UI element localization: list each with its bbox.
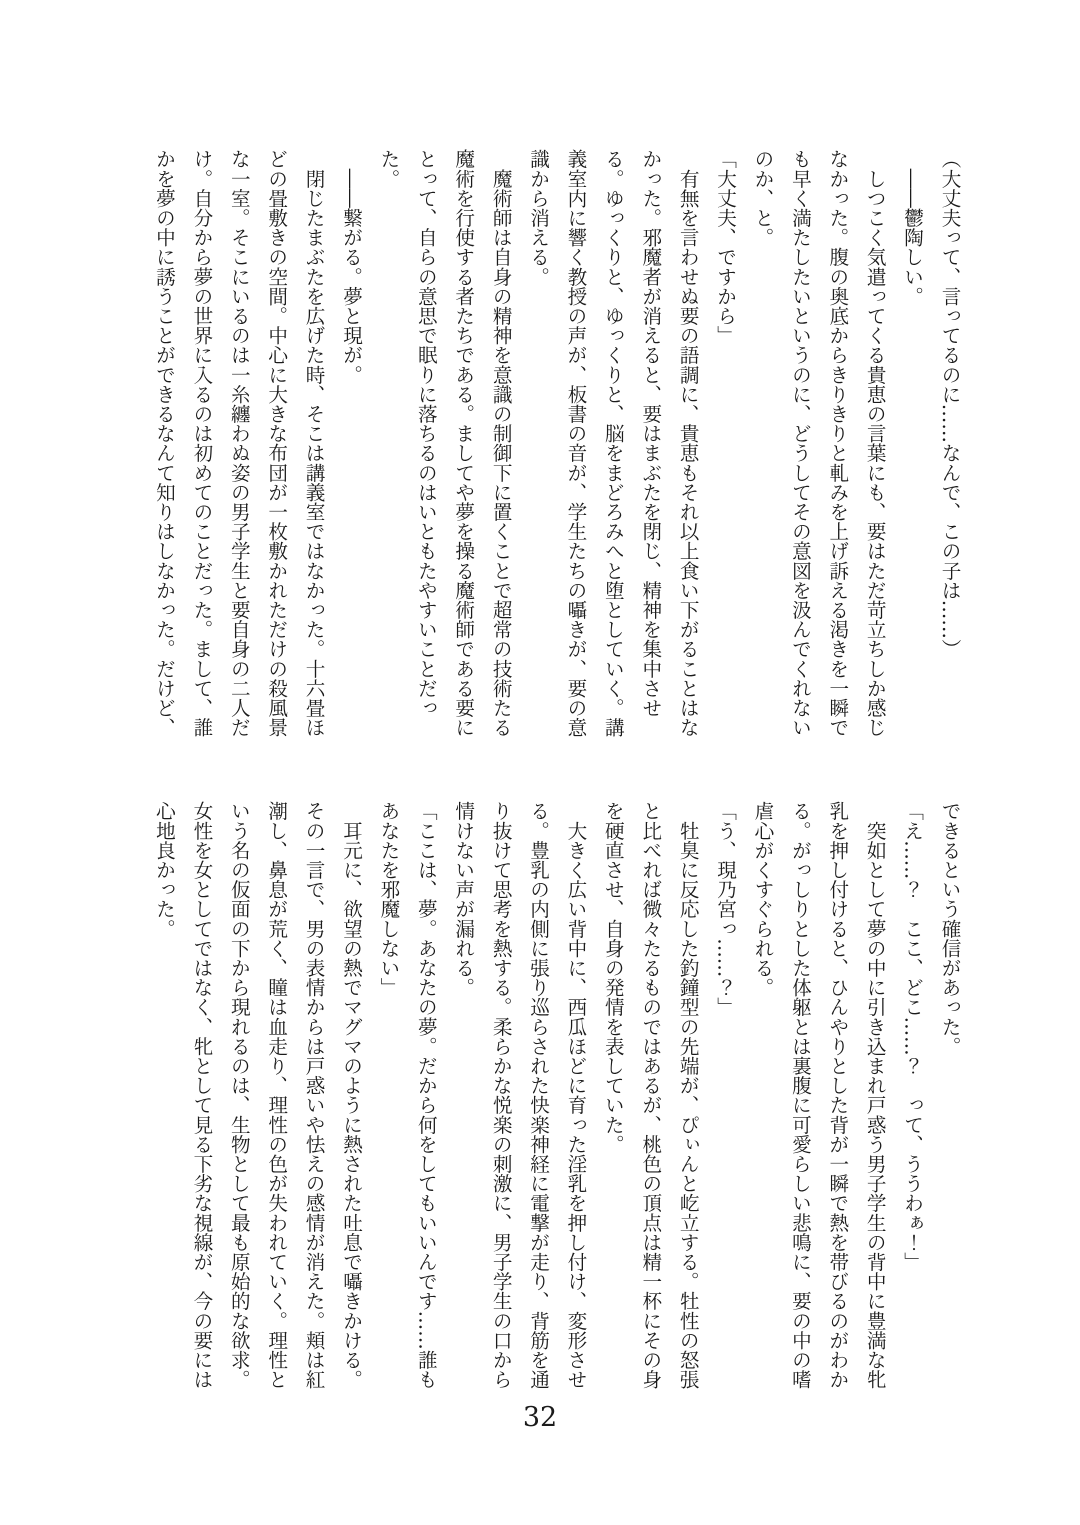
text-line: その一言で、男の表情からは戸惑いや怯えの感情が消えた。頬は紅 [302,801,326,1389]
text-line: 耳元に、欲望の熱でマグマのように熱された吐息で囁きかける。 [339,801,363,1389]
text-line: 情けない声が漏れる。 [451,801,475,997]
text-line: 大きく広い背中に、西瓜ほどに育った淫乳を押し付け、変形させ [563,801,587,1389]
text-line: る。ゆっくりと、ゆっくりと、脳をまどろみへと堕としていく。講 [601,149,625,737]
text-line: どの畳敷きの空間。中心に大きな布団が一枚敷かれただけの殺風景 [264,149,288,737]
text-line: なかった。腹の奥底からきりきりと軋みを上げ訴える渇きを一瞬で [825,149,849,737]
text-line: とって、自らの意思で眠りに落ちるのはいともたやすいことだっ [414,149,438,718]
text-line: しつこく気遣ってくる貴恵の言葉にも、要はただ苛立ちしか感じ [863,149,887,737]
text-line: 潮し、鼻息が荒く、瞳は血走り、理性の色が失われていく。理性と [264,801,288,1389]
text-line: 魔術師は自身の精神を意識の制御下に置くことで超常の技術たる [489,149,513,737]
text-line: 識から消える。 [526,149,550,287]
text-line: 牡臭に反応した釣鐘型の先端が、ぴぃんと屹立する。牡性の怒張 [676,801,700,1389]
text-line: かった。邪魔者が消えると、要はまぶたを閉じ、精神を集中させ [638,149,662,718]
text-line: 虐心がくすぐられる。 [750,801,774,997]
text-line: 「う、現乃宮っ……？」 [713,801,737,1017]
upper-text-block [144,149,968,739]
text-line: ――繋がる。夢と現が。 [339,149,363,385]
text-line: け。自分から夢の世界に入るのは初めてのことだった。まして、誰 [189,149,213,737]
text-line: 乳を押し付けると、ひんやりとした背が一瞬で熱を帯びるのがわか [825,801,849,1389]
text-line: いう名の仮面の下から現れるのは、生物として最も原始的な欲求。 [227,801,251,1389]
text-line: 「大丈夫、ですから」 [713,149,737,345]
text-line: あなたを邪魔しない」 [376,801,400,997]
text-line: できるという確信があった。 [938,801,961,1056]
text-line: 「え……？ ここ、どこ……？ って、ううわぁ！」 [900,801,924,1272]
text-line: 義室内に響く教授の声が、板書の音が、学生たちの囁きが、要の意 [563,149,587,737]
text-line: 心地良かった。 [152,801,176,939]
page-number: 32 [522,1402,558,1433]
text-line: ――鬱陶しい。 [900,149,924,306]
text-line: 女性を女としてではなく、牝として見る下劣な視線が、今の要には [189,801,213,1389]
text-line: 魔術を行使する者たちである。ましてや夢を操る魔術師である要に [451,149,475,737]
text-line: も早く満たしたいというのに、どうしてその意図を汲んでくれない [788,149,812,737]
text-line: （大丈夫って、言ってるのに……なんで、この子は……） [938,149,961,659]
text-line: を硬直させ、自身の発情を表していた。 [601,801,625,1154]
text-line: る。豊乳の内側に張り巡らされた快楽神経に電撃が走り、背筋を通 [526,801,550,1389]
text-line: 閉じたまぶたを広げた時、そこは講義室ではなかった。十六畳ほ [302,149,326,737]
text-line: り抜けて思考を熱する。柔らかな悦楽の刺激に、男子学生の口から [489,801,513,1389]
text-line: 有無を言わせぬ要の語調に、貴恵もそれ以上食い下がることはな [676,149,700,737]
text-line: る。がっしりとした体躯とは裏腹に可愛らしい悲鳴に、要の中の嗜 [788,801,812,1389]
text-line: た。 [376,149,400,189]
text-line: 「ここは、夢。あなたの夢。だから何をしてもいいんです……誰も [414,801,438,1389]
text-line: かを夢の中に誘うことができるなんて知りはしなかった。だけど、 [152,149,176,737]
text-line: と比べれば微々たるものではあるが、桃色の頂点は精一杯にその身 [638,801,662,1389]
text-line: 突如として夢の中に引き込まれ戸惑う男子学生の背中に豊満な牝 [863,801,887,1389]
text-line: な一室。そこにいるのは一糸纏わぬ姿の男子学生と要自身の二人だ [227,149,251,737]
lower-text-block [144,801,968,1391]
text-line: のか、と。 [750,149,774,247]
